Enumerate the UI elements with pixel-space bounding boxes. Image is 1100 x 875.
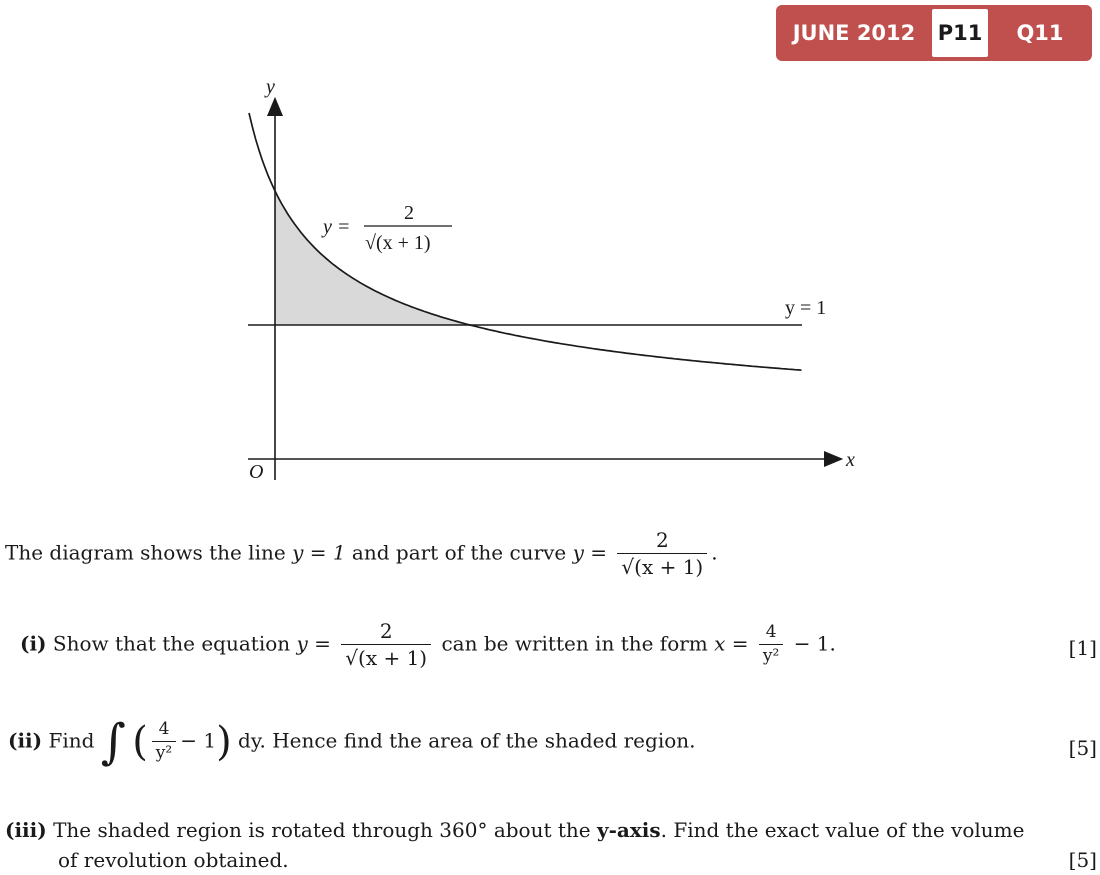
part-iii: (iii) The shaded region is rotated through 360° about the y-axis. Find the exact value of the volume [5,818,1025,842]
shaded-region [275,191,470,325]
part-i: (i) Show that the equation y = $\frac{2}{√(x + 1)}$ can be written in the form x = $\frac{4}{\text{y²}}$ − 1. [20,619,836,670]
question-number: Q11 [1016,21,1064,45]
curve [249,113,802,370]
y-axis-label: y [266,76,275,98]
part-ii: (ii) Find ∫ ( $\frac{4}{\text{y²}}$ − 1) dy. Hence find the area of the shaded region. [8,714,696,770]
origin-label: O [249,461,264,483]
part-ii-fraction: $\frac{4}{\text{y²}}$ [152,721,176,763]
part-i-fraction-1: $\frac{2}{√(x + 1)}$ [341,621,431,669]
integral-sign: ∫ [100,714,126,770]
curve-label-denominator: √(x + 1) [365,232,431,254]
curve-label-numerator: 2 [404,202,414,224]
part-iii-label: (iii) [5,818,47,842]
part-ii-marks: [5] [1068,736,1097,760]
part-iii-line-2: of revolution obtained. [58,848,289,872]
intro-sentence: The diagram shows the line y = 1 and part of the curve y = $\frac{2}{√(x + 1)}$ . [5,528,718,579]
x-axis-label: x [846,449,855,471]
intro-text-1: The diagram shows the line [5,540,286,565]
intro-fraction: $\frac{2}{√(x + 1)}$ [617,530,707,578]
part-iii-marks: [5] [1068,848,1097,872]
part-i-fraction-2: $\frac{4}{\text{y²}}$ [759,624,783,666]
curve-label-lhs: y = [323,216,351,238]
part-ii-label: (ii) [8,728,43,753]
part-i-marks: [1] [1068,636,1097,660]
exam-date: JUNE 2012 [792,21,916,45]
part-i-label: (i) [20,631,47,656]
paper-code: P11 [932,9,988,57]
line-label: y = 1 [785,297,827,319]
intro-eq-line: y = 1 [292,540,346,565]
intro-text-2: and part of the curve [351,540,567,565]
intro-eq-lhs: y = [572,540,608,565]
